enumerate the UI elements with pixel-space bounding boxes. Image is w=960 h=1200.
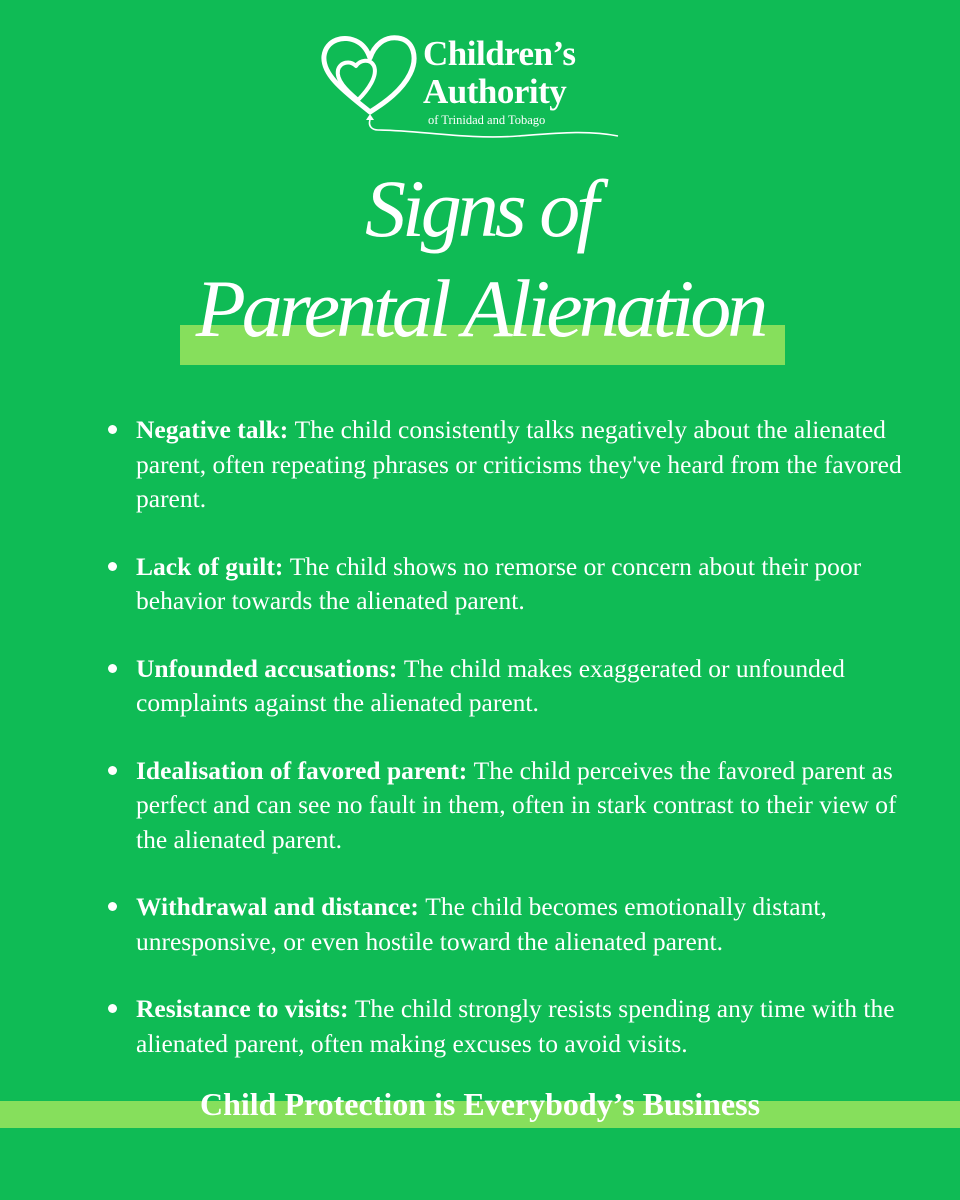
sign-term: Resistance to visits:	[136, 994, 355, 1023]
list-item	[105, 992, 905, 1061]
signs-list	[105, 413, 905, 1094]
sign-description: The child becomes emotionally distant, unresponsive, or even hostile toward the alienated parent.	[136, 892, 827, 956]
bullet-icon	[108, 425, 117, 434]
sign-description: The child shows no remorse or concern about their poor behavior towards the alienated parent.	[136, 551, 862, 615]
footer-tagline: Child Protection is Everybody’s Business	[199, 1086, 761, 1122]
sign-description: The child makes exaggerated or unfounded complaints against the alienated parent.	[136, 653, 845, 717]
logo-name-line2: Authority	[423, 72, 567, 111]
list-item	[105, 550, 905, 619]
sign-term: Withdrawal and distance:	[136, 892, 426, 921]
list-item	[105, 890, 905, 959]
sign-term: Unfounded accusations:	[136, 653, 404, 683]
list-item	[105, 652, 905, 721]
bullet-icon	[108, 1004, 117, 1013]
bullet-icon	[108, 902, 117, 911]
sign-description: The child consistently talks negatively about the alienated parent, often repeating phrases or criticisms they've heard from the favored parent.	[136, 415, 902, 513]
organization-logo	[318, 34, 628, 144]
bullet-icon	[108, 664, 117, 673]
list-item	[105, 413, 905, 517]
sign-description: The child strongly resists spending any time with the alienated parent, often making excuses to avoid visits.	[136, 994, 895, 1058]
sign-term: Idealisation of favored parent:	[136, 755, 474, 785]
title-line1: Signs of	[365, 163, 595, 254]
sign-description: The child perceives the favored parent as perfect and can see no fault in them, often in stark contrast to their view of the alienated parent.	[136, 755, 897, 854]
bullet-icon	[108, 562, 117, 571]
bullet-icon	[108, 766, 117, 775]
title-line2: Parental Alienation	[195, 263, 765, 354]
logo-subtitle: of Trinidad and Tobago	[428, 113, 546, 127]
sign-term: Negative talk:	[136, 415, 295, 444]
sign-term: Lack of guilt:	[136, 551, 290, 581]
list-item	[105, 754, 905, 858]
logo-name-line1: Children’s	[423, 34, 576, 73]
